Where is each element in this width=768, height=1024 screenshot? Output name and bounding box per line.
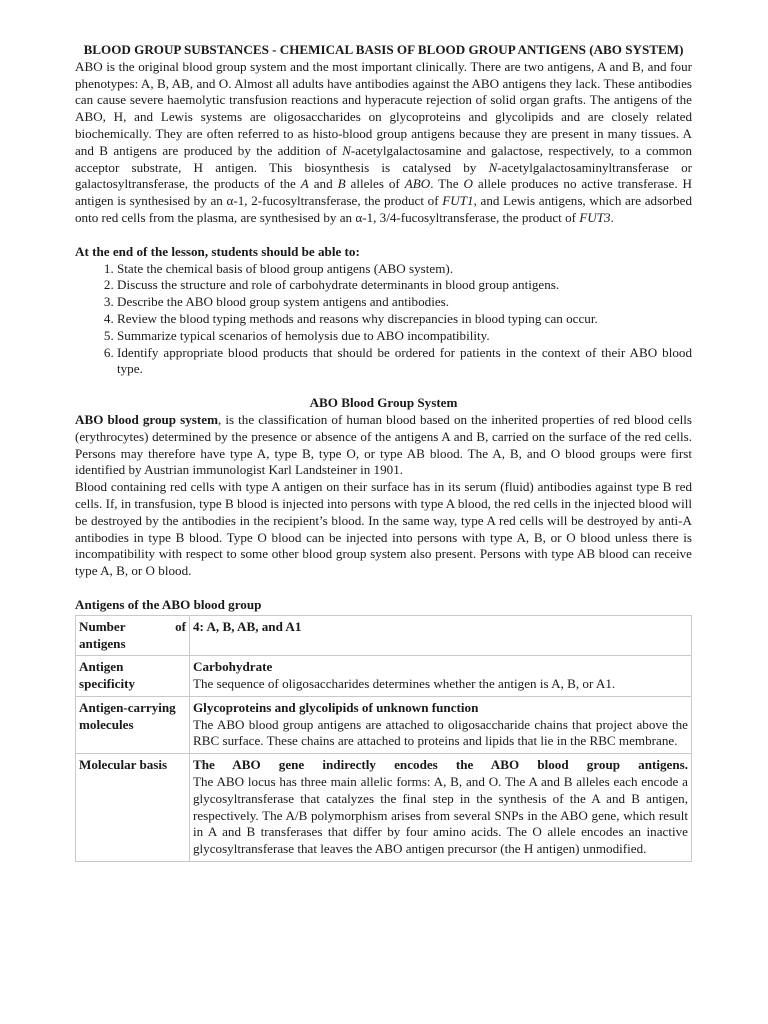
row-label	[76, 696, 190, 753]
row-label-line: antigens	[79, 635, 126, 651]
row-value-bold: 4: A, B, AB, and A1	[193, 618, 302, 634]
intro-text: -acetylgalactosamine and galactose, respectively, to a common acceptor substrate, H antigen. This biosynthesis is catalysed by	[75, 142, 692, 175]
intro-italic: N	[342, 142, 351, 158]
row-value-text: The sequence of oligosaccharides determines whether the antigen is A, B, or A1.	[193, 676, 616, 692]
list-item: 4. Review the blood typing methods and reasons why discrepancies in blood typing can occur.	[117, 311, 692, 328]
intro-text: , and Lewis antigens, which are adsorbed onto red cells from the plasma, are synthesised by an α-1, 3/4-fucosyltransferase, the product of	[75, 193, 692, 225]
table-heading: Antigens of the ABO blood group	[75, 596, 262, 612]
row-value	[190, 696, 692, 753]
intro-text: -acetylgalactosaminyltransferase or galactosyltransferase, the products of the	[75, 159, 692, 192]
intro-italic: B	[337, 176, 346, 192]
intro-text: and	[308, 176, 338, 192]
list-item: 2. Discuss the structure and role of carbohydrate determinants in blood group antigens.	[117, 277, 692, 294]
row-label-line: Antigen	[79, 659, 124, 675]
intro-text: .	[610, 209, 614, 225]
intro-italic: ABO	[404, 176, 431, 192]
list-item: 5. Summarize typical scenarios of hemolysis due to ABO incompatibility.	[117, 328, 692, 345]
list-item: 1. State the chemical basis of blood group antigens (ABO system).	[117, 261, 692, 278]
objectives-list	[75, 261, 692, 379]
list-item: 3. Describe the ABO blood group system antigens and antibodies.	[117, 294, 692, 311]
table-row	[76, 754, 692, 862]
row-label-line: molecules	[79, 716, 134, 732]
row-value-text: The ABO locus has three main allelic forms: A, B, and O. The A and B alleles each encode a glycosyltransferase that catalyzes the final step in the synthesis of the A and B antigen, respectively. The A/B polymorphism arises from several SNPs in the ABO gene, which result in A and B transferases that differ by four amino acids. The O allele encodes an inactive glycosyltransferase that leaves the ABO antigen precursor (the H antigen) unmodified.	[193, 774, 688, 857]
intro-text: . The	[430, 176, 464, 192]
row-value-text: The ABO blood group antigens are attached to oligosaccharide chains that project above the RBC surface. These chains are attached to proteins and lipids that lie in the RBC membrane.	[193, 716, 688, 749]
row-value	[190, 615, 692, 656]
objectives-heading: At the end of the lesson, students should be able to:	[75, 243, 360, 259]
row-value	[190, 656, 692, 697]
row-label	[76, 615, 190, 656]
intro-italic: FUT3	[579, 209, 611, 225]
row-value-bold: The ABO gene indirectly encodes the ABO blood group antigens.	[193, 757, 688, 773]
page-title: BLOOD GROUP SUBSTANCES - CHEMICAL BASIS OF BLOOD GROUP ANTIGENS (ABO SYSTEM)	[83, 42, 684, 57]
row-label-line: Number of	[79, 618, 186, 634]
abo-term: ABO blood group system	[75, 411, 218, 427]
table-row	[76, 696, 692, 753]
intro-italic: A	[300, 176, 309, 192]
abo-text: , is the classification of human blood based on the inherited properties of red blood cells (erythrocytes) determined by the presence or absence of the antigens A and B, carried on the surface of the red cells. Persons may therefore have type A, type B, type O, or type AB blood. The A, B, and O blood groups were first identified by Austrian immunologist Karl Landsteiner in 1901.	[75, 411, 692, 478]
antigens-table	[75, 615, 692, 862]
row-value-bold: Carbohydrate	[193, 659, 273, 675]
row-value-bold: Glycoproteins and glycolipids of unknown function	[193, 699, 479, 715]
abo-paragraph-1	[75, 412, 692, 479]
table-row	[76, 656, 692, 697]
abo-paragraph-2: Blood containing red cells with type A antigen on their surface has in its serum (fluid) antibodies against type B red cells. If, in transfusion, type B blood is injected into persons with type A blood, the red cells in the injected blood will be destroyed by the antibodies in the recipient’s blood. In the same way, type A red cells will be destroyed by anti-A antibodies in type B blood. Type O blood can be injected into persons with type A, B, or O blood unless there is incompatibility with respect to some other blood group system also present. Persons with type AB blood can receive type A, B, or O blood.	[75, 479, 692, 579]
intro-text: alleles of	[345, 176, 405, 192]
section-title: ABO Blood Group System	[309, 395, 458, 411]
table-row	[76, 615, 692, 656]
row-label	[76, 754, 190, 862]
row-value	[190, 754, 692, 862]
intro-text: ABO is the original blood group system and the most important clinically. There are two antigens, A and B, and four phenotypes: A, B, AB, and O. Almost all adults have antibodies against the ABO antigens they lack. These antibodies can cause severe haemolytic transfusion reactions and hyperacute rejection of solid organ grafts. The antigens of the ABO, H, and Lewis systems are oligosaccharides on glycoproteins and glycolipids and are closely related biochemically. They are often referred to as histo-blood group antigens because they are present in many tissues. A and B antigens are produced by the addition of	[75, 58, 692, 158]
row-label-line: Molecular basis	[79, 757, 168, 773]
intro-italic: O	[463, 176, 473, 192]
row-label-line: Antigen-carrying	[79, 699, 176, 715]
intro-text: allele produces no active transferase. H antigen is synthesised by an α-1, 2-fucosyltransferase, the product of	[75, 176, 693, 209]
intro-paragraph	[75, 59, 692, 227]
intro-italic: N	[488, 159, 498, 175]
row-label-line: specificity	[79, 676, 135, 692]
row-label	[76, 656, 190, 697]
list-item: 6. Identify appropriate blood products that should be ordered for patients in the context of their ABO blood type.	[117, 345, 692, 379]
intro-italic: FUT1	[442, 193, 474, 209]
